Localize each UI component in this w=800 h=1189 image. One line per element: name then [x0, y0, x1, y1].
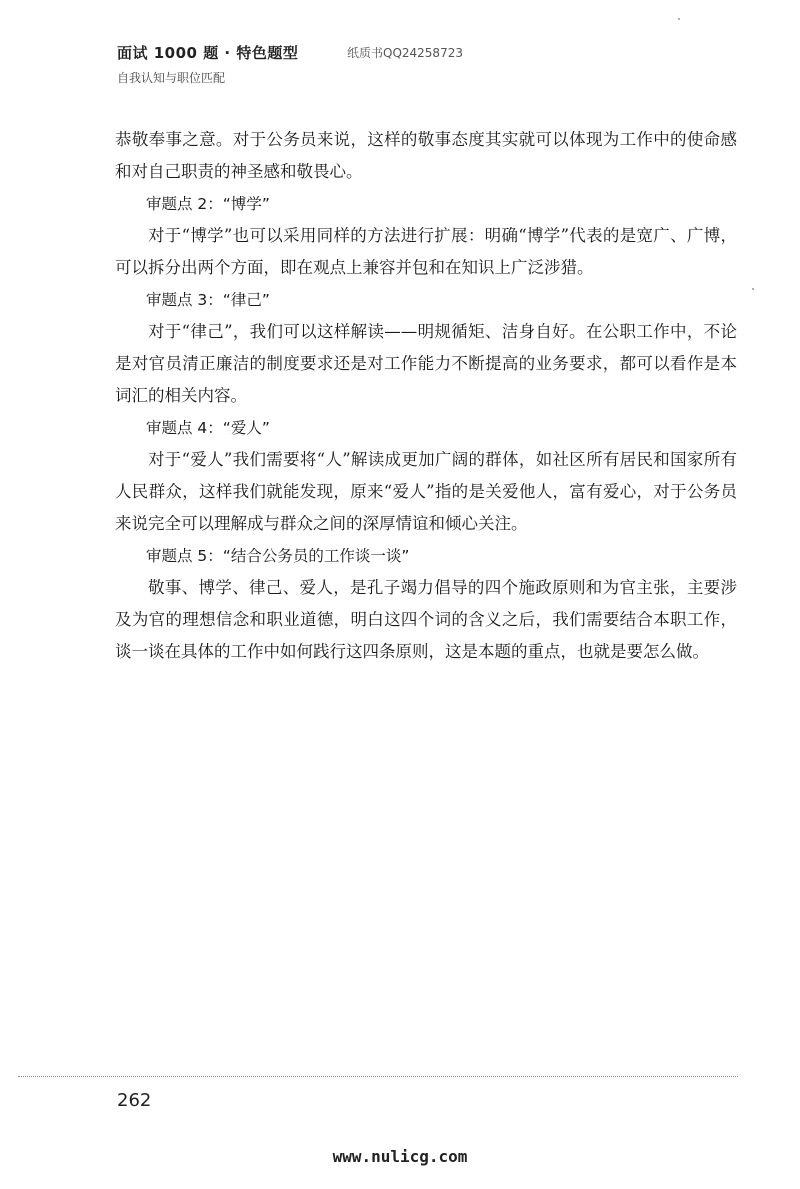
paragraph: 对于“律己”，我们可以这样解读——明规循矩、洁身自好。在公职工作中，不论是对官员清正廉洁的制度要求还是对工作能力不断提高的业务要求，都可以看作是本词汇的相关内容。 [115, 322, 737, 405]
header-note: 纸质书QQ24258723 [347, 46, 463, 60]
scan-speck [752, 288, 754, 290]
point-heading: 审题点 3：“律己” [146, 291, 270, 309]
point-heading: 审题点 5：“结合公务员的工作谈一谈” [146, 547, 410, 565]
paragraph: 敬事、博学、律己、爱人，是孔子竭力倡导的四个施政原则和为官主张，主要涉及为官的理想信念和职业道德，明白这四个词的含义之后，我们需要结合本职工作，谈一谈在具体的工作中如何践行这四条原则，这是本题的重点，也就是要怎么做。 [115, 578, 737, 661]
body-text [115, 124, 737, 668]
book-title: 面试 1000 题 · 特色题型 [117, 44, 299, 62]
page-number: 262 [117, 1090, 152, 1111]
paragraph: 对于“博学”也可以采用同样的方法进行扩展：明确“博学”代表的是宽广、广博，可以拆分出两个方面，即在观点上兼容并包和在知识上广泛涉猎。 [115, 226, 737, 277]
point-heading: 审题点 4：“爱人” [146, 419, 270, 437]
paragraph: 对于“爱人”我们需要将“人”解读成更加广阔的群体，如社区所有居民和国家所有人民群众，这样我们就能发现，原来“爱人”指的是关爱他人，富有爱心，对于公务员来说完全可以理解成与群众之间的深厚情谊和倾心关注。 [115, 450, 737, 533]
running-header [117, 42, 298, 86]
footer-divider [18, 1076, 738, 1077]
watermark: www.nulicg.com [332, 1147, 468, 1166]
point-heading: 审题点 2：“博学” [146, 195, 270, 213]
paragraph: 恭敬奉事之意。对于公务员来说，这样的敬事态度其实就可以体现为工作中的使命感和对自己职责的神圣感和敬畏心。 [115, 130, 737, 181]
section-title: 自我认知与职位匹配 [117, 71, 226, 85]
scan-speck [678, 18, 680, 20]
